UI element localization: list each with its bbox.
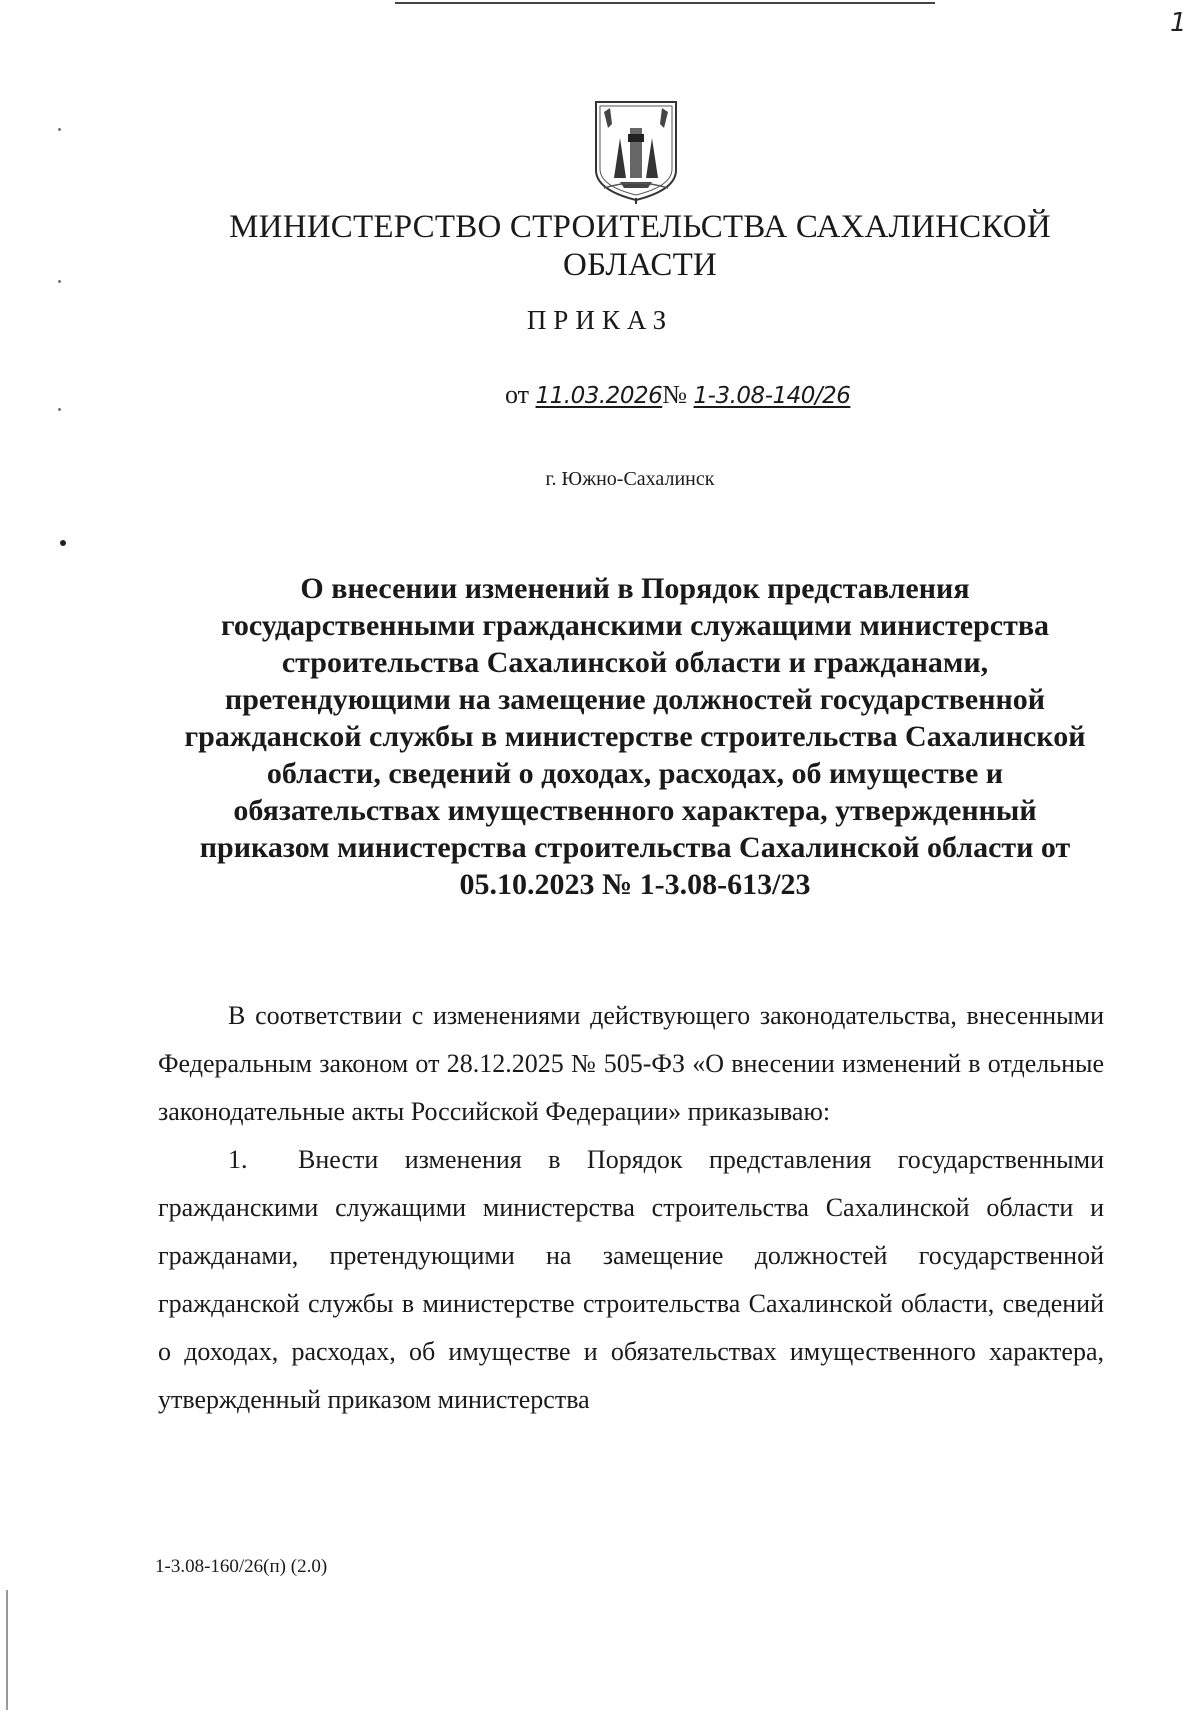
- scan-top-rule: [395, 2, 935, 4]
- preamble: В соответствии с изменениями действующего законодательства, внесенными Федеральным законом от 28.12.2025 № 505-ФЗ «О внесении изменений в отдельные законодательные акты Российской Федерации» приказываю:: [158, 1001, 1104, 1126]
- document-type: ПРИКАЗ: [526, 305, 674, 335]
- footer-document-code: 1-3.08-160/26(п) (2.0): [155, 1556, 328, 1577]
- scan-speck: [58, 408, 61, 411]
- page-number: 1: [1170, 8, 1187, 38]
- from-label: от: [505, 380, 530, 409]
- list-item: [158, 1136, 1104, 1424]
- scan-speck: [60, 540, 66, 546]
- document-body: [158, 992, 1104, 1424]
- city: г. Южно-Сахалинск: [545, 468, 715, 490]
- scan-speck: [58, 128, 61, 131]
- ministry-name: [160, 208, 1120, 284]
- item-number: 1.: [228, 1145, 248, 1174]
- scan-left-edge: [6, 1590, 8, 1710]
- number-label: №: [662, 380, 688, 409]
- scan-speck: [58, 280, 61, 283]
- item-text: Внести изменения в Порядок представления государственными гражданскими служащими министерства строительства Сахалинской области и гражданами, претендующими на замещение должностей государственной гражданской службы в министерстве строительства Сахалинской области, сведений о доходах, расходах, об имуществе и обязательствах имущественного характера, утвержденный приказом министерства: [158, 1145, 1104, 1414]
- ministry-name-line1: МИНИСТЕРСТВО СТРОИТЕЛЬСТВА САХАЛИНСКОЙ: [229, 209, 1051, 245]
- order-number: 1-3.08-140/26: [693, 383, 851, 409]
- ministry-name-line2: ОБЛАСТИ: [563, 247, 717, 283]
- order-date-number: [505, 380, 850, 410]
- order-date: 11.03.2026: [535, 383, 663, 409]
- sakhalin-coat-of-arms-icon: [590, 98, 682, 204]
- document-title: О внесении изменений в Порядок представления государственными гражданскими служащими министерства строительства Сахалинской области и гражданами, претендующими на замещение должностей государственной гражданской службы в министерстве строительства Сахалинской области, сведений о доходах, расходах, об имуществе и обязательствах имущественного характера, утвержденный приказом министерства строительства Сахалинской области от 05.10.2023 № 1-3.08-613/23: [184, 572, 1086, 901]
